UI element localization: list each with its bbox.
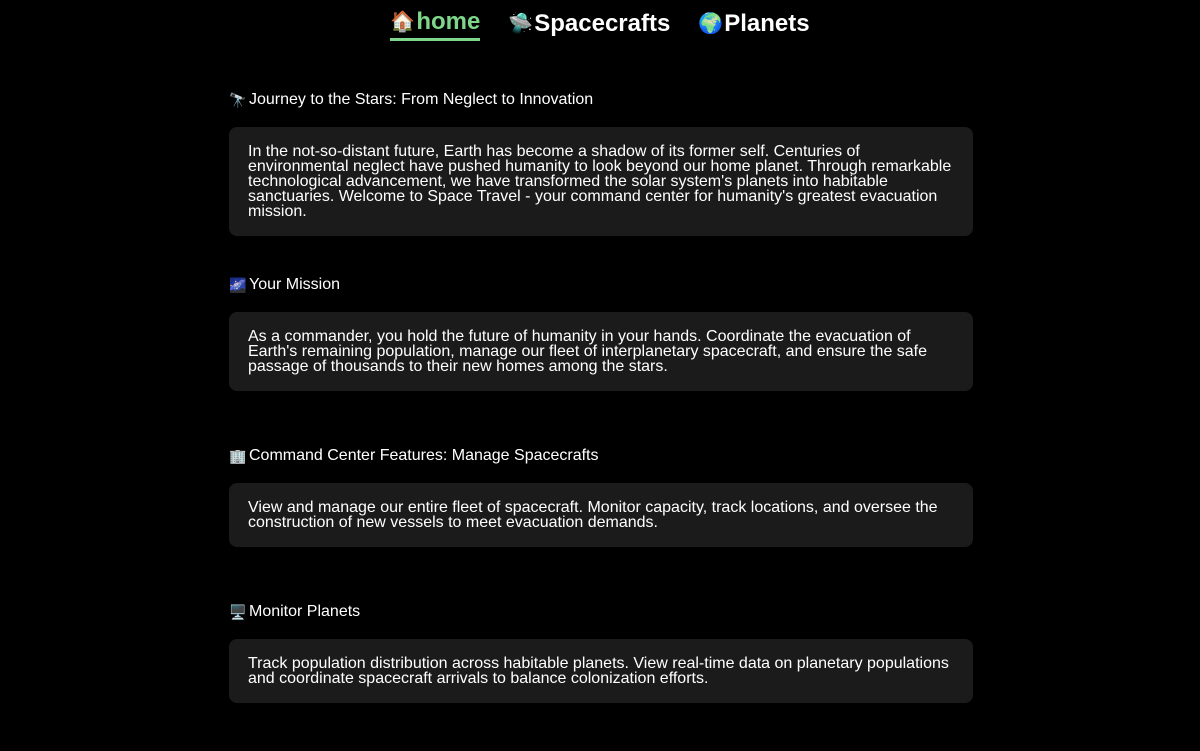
house-icon: 🏠 [390, 11, 416, 33]
nav-link-label: home [416, 8, 481, 35]
section-body: Track population distribution across habitable planets. View real-time data on planetary populations and coordinate spacecraft arrivals to balance colonization efforts. [248, 655, 949, 687]
section-card [229, 127, 973, 236]
section-mission [229, 275, 973, 391]
office-building-icon: 🏢 [229, 448, 247, 464]
section-spacecrafts [229, 446, 973, 547]
section-title: Monitor Planets [249, 603, 361, 620]
section-heading [229, 446, 973, 466]
section-heading [229, 90, 973, 110]
section-planets [229, 602, 973, 703]
section-card [229, 312, 973, 391]
section-body: View and manage our entire fleet of spacecraft. Monitor capacity, track locations, and oversee the construction of new vessels to meet evacuation demands. [248, 499, 938, 531]
top-nav [0, 8, 1200, 41]
section-body: In the not-so-distant future, Earth has become a shadow of its former self. Centuries of environmental neglect have pushed humanity to look beyond our home planet. Through remarkable technological advancement, we have transformed the solar system's planets into habitable sanctuaries. Welcome to Space Travel - your command center for humanity's greatest evacuation mission. [248, 143, 952, 220]
desktop-computer-icon: 🖥️ [229, 604, 247, 620]
telescope-icon: 🔭 [229, 92, 247, 108]
section-title: Journey to the Stars: From Neglect to Innovation [249, 91, 594, 108]
nav-link-label: Spacecrafts [534, 9, 671, 37]
milky-way-icon: 🌌 [229, 277, 247, 293]
section-card [229, 639, 973, 703]
section-heading [229, 602, 973, 622]
nav-link-label: Planets [724, 9, 810, 37]
section-body: As a commander, you hold the future of humanity in your hands. Coordinate the evacuation of Earth's remaining population, manage our fleet of interplanetary spacecraft, and ensure the safe passage of thousands to their new homes among the stars. [248, 328, 928, 375]
section-heading [229, 275, 973, 295]
globe-icon: 🌍 [698, 12, 724, 35]
section-title: Your Mission [249, 276, 341, 293]
flying-saucer-icon: 🛸 [508, 12, 534, 35]
nav-link-planets[interactable] [698, 10, 809, 40]
nav-link-spacecrafts[interactable] [508, 10, 670, 40]
section-card [229, 483, 973, 547]
section-journey [229, 90, 973, 236]
section-title: Command Center Features: Manage Spacecrafts [249, 447, 599, 464]
nav-link-home[interactable] [390, 8, 480, 41]
